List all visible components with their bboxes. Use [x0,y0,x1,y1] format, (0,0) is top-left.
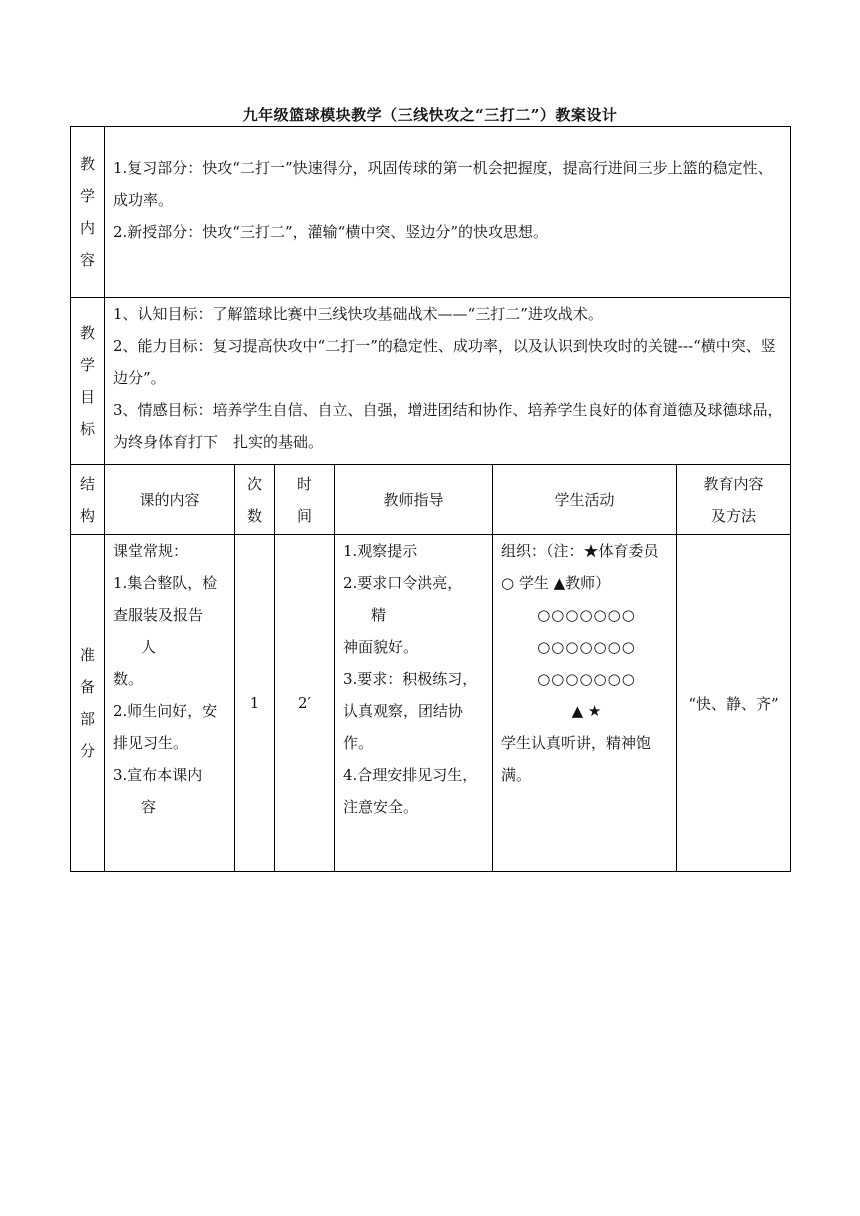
teaching-goals-text [105,298,791,465]
student-note: 学生认真听讲，精神饱满。 [501,734,652,784]
table-header-row [71,465,791,535]
document-title: 九年级篮球模块教学（三线快攻之“三打二”）教案设计 [242,106,618,124]
prep-method: “快、静、齐” [677,535,791,872]
teacher-committee-marks: ▲ ★ [571,702,602,720]
prep-student-activity [493,535,677,872]
prep-section-label: 准 备 部 分 [71,535,105,872]
header-method: 教育内容 及方法 [677,465,791,535]
goal-line: 1、认知目标：了解篮球比赛中三线快攻基础战术——“三打二”进攻战术。 [113,305,603,323]
formation-legend: 组织：（注：★体育委员 ○ 学生 ▲教师） [501,542,659,592]
lesson-plan-table [70,126,791,872]
header-times: 次 数 [235,465,275,535]
content-line: 2.新授部分：快攻“三打二”，灌输“横中突、竖边分”的快攻思想。 [113,223,548,241]
header-structure: 结 构 [71,465,105,535]
prep-course-content: 课堂常规： 1.集合整队，检查服装及报告 人 数。 2.师生问好，安排见习生。 3.宣布本课内 容 [105,535,235,872]
teaching-content-text [105,127,791,298]
goal-line: 2、能力目标：复习提高快攻中“二打一”的稳定性、成功率，以及认识到快攻时的关键---“横中突、竖边分”。 [113,337,776,387]
goal-line: 3、情感目标：培养学生自信、自立、自强，增进团结和协作、培养学生良好的体育道德及球德球品，为终身体育打下 扎实的基础。 [113,401,783,451]
formation-row: ○○○○○○○ [537,606,636,624]
prep-times: 1 [235,535,275,872]
header-duration: 时 间 [275,465,335,535]
teaching-goals-label: 教 学 目 标 [71,298,105,465]
header-course-content: 课的内容 [105,465,235,535]
teaching-goals-row [71,298,791,465]
header-teacher-guidance: 教师指导 [335,465,493,535]
prep-duration: 2′ [275,535,335,872]
formation-row: ○○○○○○○ [537,638,636,656]
teaching-content-row [71,127,791,298]
prep-section-row [71,535,791,872]
content-line: 1.复习部分：快攻“二打一”快速得分，巩固传球的第一机会把握度，提高行进间三步上篮的稳定性、成功率。 [113,159,773,209]
teaching-content-label: 教 学 内 容 [71,127,105,298]
prep-teacher-guidance: 1.观察提示 2.要求口令洪亮， 精 神面貌好。 3.要求：积极练习，认真观察，团结协作。 4.合理安排见习生，注意安全。 [335,535,493,872]
formation-row: ○○○○○○○ [537,670,636,688]
header-student-activity: 学生活动 [493,465,677,535]
